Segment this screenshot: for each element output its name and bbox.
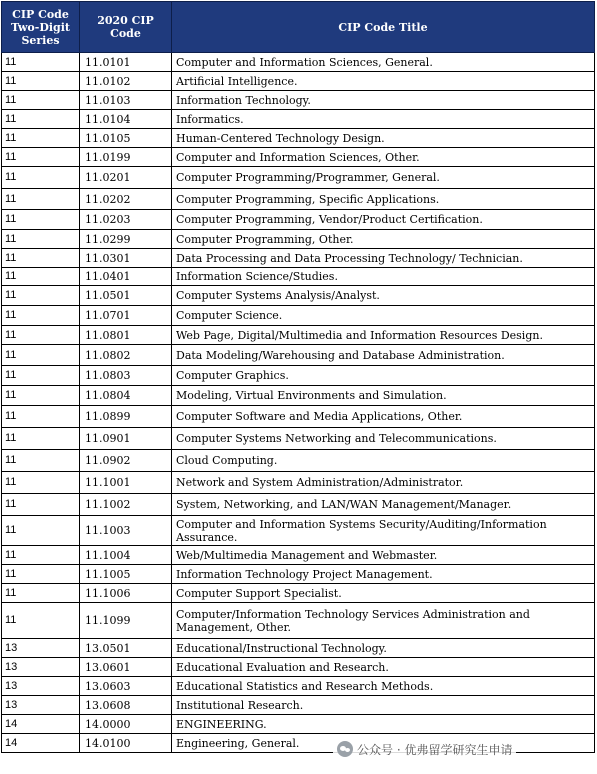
- row-series-cell: 11: [2, 286, 80, 306]
- row-code-cell: 11.0301: [80, 249, 172, 268]
- row-series-cell: 11: [2, 366, 80, 386]
- table-row: [2, 565, 595, 584]
- row-title-cell: Computer Systems Networking and Telecommunications.: [172, 428, 595, 450]
- row-title-cell: Educational Statistics and Research Methods.: [172, 677, 595, 696]
- table-row: [2, 472, 595, 494]
- row-title-cell: Computer Systems Analysis/Analyst.: [172, 286, 595, 306]
- row-code-cell: 11.1003: [80, 516, 172, 546]
- row-title-cell: Educational/Instructional Technology.: [172, 639, 595, 658]
- row-series-cell: 11: [2, 148, 80, 167]
- row-title-cell: Data Modeling/Warehousing and Database Administration.: [172, 345, 595, 366]
- row-code-cell: 11.1001: [80, 472, 172, 494]
- header-cip-code: 2020 CIP Code: [80, 2, 172, 53]
- row-code-cell: 11.0102: [80, 72, 172, 91]
- table-row: [2, 345, 595, 366]
- row-title-cell: Engineering, General.: [172, 734, 595, 753]
- row-code-cell: 11.0802: [80, 345, 172, 366]
- table-row: [2, 366, 595, 386]
- row-series-cell: 11: [2, 546, 80, 565]
- table-row: [2, 306, 595, 326]
- row-series-cell: 11: [2, 428, 80, 450]
- row-title-cell: Computer Science.: [172, 306, 595, 326]
- row-code-cell: 14.0100: [80, 734, 172, 753]
- row-title-cell: Computer and Information Sciences, Other.: [172, 148, 595, 167]
- table-row: [2, 715, 595, 734]
- row-series-cell: 11: [2, 110, 80, 129]
- row-code-cell: 11.1004: [80, 546, 172, 565]
- row-series-cell: 11: [2, 230, 80, 249]
- row-series-cell: 11: [2, 268, 80, 286]
- row-series-cell: 11: [2, 91, 80, 110]
- row-series-cell: 11: [2, 306, 80, 326]
- row-code-cell: 11.0299: [80, 230, 172, 249]
- table-row: [2, 584, 595, 603]
- row-series-cell: 11: [2, 249, 80, 268]
- row-code-cell: 11.0701: [80, 306, 172, 326]
- row-series-cell: 11: [2, 450, 80, 472]
- row-title-cell: ENGINEERING.: [172, 715, 595, 734]
- header-series: CIP Code Two-Digit Series: [2, 2, 80, 53]
- row-title-cell: Data Processing and Data Processing Technology/ Technician.: [172, 249, 595, 268]
- row-title-cell: Information Technology.: [172, 91, 595, 110]
- table-row: [2, 148, 595, 167]
- row-title-cell: Computer Graphics.: [172, 366, 595, 386]
- watermark: [333, 738, 516, 760]
- row-code-cell: 11.0202: [80, 189, 172, 210]
- row-series-cell: 11: [2, 472, 80, 494]
- row-series-cell: 13: [2, 658, 80, 677]
- table-row: [2, 326, 595, 345]
- row-code-cell: 13.0501: [80, 639, 172, 658]
- row-title-cell: Computer Software and Media Applications, Other.: [172, 406, 595, 428]
- row-series-cell: 11: [2, 72, 80, 91]
- row-title-cell: Web Page, Digital/Multimedia and Information Resources Design.: [172, 326, 595, 345]
- table-row: [2, 91, 595, 110]
- row-title-cell: Computer Support Specialist.: [172, 584, 595, 603]
- row-series-cell: 14: [2, 734, 80, 753]
- row-code-cell: 14.0000: [80, 715, 172, 734]
- table-row: [2, 406, 595, 428]
- row-series-cell: 11: [2, 167, 80, 189]
- row-code-cell: 11.1002: [80, 494, 172, 516]
- table-row: [2, 286, 595, 306]
- table-row: [2, 450, 595, 472]
- row-title-cell: Computer Programming/Programmer, General.: [172, 167, 595, 189]
- row-series-cell: 11: [2, 189, 80, 210]
- watermark-text: 公众号 · 优弗留学研究生申请: [357, 742, 513, 757]
- row-code-cell: 11.0101: [80, 53, 172, 72]
- table-row: [2, 386, 595, 406]
- table-row: [2, 494, 595, 516]
- row-code-cell: 11.0899: [80, 406, 172, 428]
- row-title-cell: System, Networking, and LAN/WAN Management/Manager.: [172, 494, 595, 516]
- table-row: [2, 268, 595, 286]
- table-row: [2, 428, 595, 450]
- row-title-cell: Modeling, Virtual Environments and Simulation.: [172, 386, 595, 406]
- row-code-cell: 11.1099: [80, 603, 172, 639]
- table-row: [2, 516, 595, 546]
- row-code-cell: 11.0901: [80, 428, 172, 450]
- row-code-cell: 11.0401: [80, 268, 172, 286]
- row-code-cell: 11.0105: [80, 129, 172, 148]
- row-series-cell: 11: [2, 406, 80, 428]
- table-row: [2, 603, 595, 639]
- table-row: [2, 110, 595, 129]
- row-code-cell: 11.0201: [80, 167, 172, 189]
- row-title-cell: Computer/Information Technology Services Administration and Management, Other.: [172, 603, 595, 639]
- row-title-cell: Computer and Information Sciences, General.: [172, 53, 595, 72]
- row-code-cell: 11.0902: [80, 450, 172, 472]
- row-series-cell: 14: [2, 715, 80, 734]
- table-row: [2, 639, 595, 658]
- table-row: [2, 546, 595, 565]
- row-series-cell: 11: [2, 603, 80, 639]
- row-title-cell: Artificial Intelligence.: [172, 72, 595, 91]
- table-row: [2, 677, 595, 696]
- table-body: [2, 53, 595, 753]
- row-title-cell: Informatics.: [172, 110, 595, 129]
- row-series-cell: 11: [2, 53, 80, 72]
- row-title-cell: Information Science/Studies.: [172, 268, 595, 286]
- row-series-cell: 11: [2, 584, 80, 603]
- row-title-cell: Computer Programming, Vendor/Product Certification.: [172, 210, 595, 230]
- row-title-cell: Cloud Computing.: [172, 450, 595, 472]
- row-title-cell: Computer and Information Systems Security/Auditing/Information Assurance.: [172, 516, 595, 546]
- wechat-icon: [337, 741, 353, 757]
- row-code-cell: 11.0199: [80, 148, 172, 167]
- row-series-cell: 13: [2, 677, 80, 696]
- row-code-cell: 11.0103: [80, 91, 172, 110]
- table-row: [2, 696, 595, 715]
- row-title-cell: Computer Programming, Specific Applications.: [172, 189, 595, 210]
- header-title: CIP Code Title: [172, 2, 595, 53]
- row-code-cell: 13.0603: [80, 677, 172, 696]
- row-code-cell: 11.0804: [80, 386, 172, 406]
- row-series-cell: 11: [2, 494, 80, 516]
- table-row: [2, 210, 595, 230]
- row-series-cell: 11: [2, 565, 80, 584]
- row-series-cell: 11: [2, 386, 80, 406]
- row-title-cell: Institutional Research.: [172, 696, 595, 715]
- row-title-cell: Web/Multimedia Management and Webmaster.: [172, 546, 595, 565]
- row-series-cell: 13: [2, 696, 80, 715]
- row-series-cell: 13: [2, 639, 80, 658]
- row-series-cell: 11: [2, 345, 80, 366]
- row-code-cell: 13.0608: [80, 696, 172, 715]
- row-title-cell: Human-Centered Technology Design.: [172, 129, 595, 148]
- table-row: [2, 53, 595, 72]
- header-row: [2, 2, 595, 53]
- table-row: [2, 72, 595, 91]
- row-code-cell: 11.0104: [80, 110, 172, 129]
- table-row: [2, 189, 595, 210]
- row-title-cell: Educational Evaluation and Research.: [172, 658, 595, 677]
- table-row: [2, 249, 595, 268]
- row-code-cell: 11.0801: [80, 326, 172, 345]
- row-code-cell: 11.0203: [80, 210, 172, 230]
- row-title-cell: Computer Programming, Other.: [172, 230, 595, 249]
- row-code-cell: 13.0601: [80, 658, 172, 677]
- row-title-cell: Network and System Administration/Administrator.: [172, 472, 595, 494]
- row-series-cell: 11: [2, 129, 80, 148]
- table-row: [2, 230, 595, 249]
- row-code-cell: 11.0803: [80, 366, 172, 386]
- row-code-cell: 11.0501: [80, 286, 172, 306]
- row-series-cell: 11: [2, 326, 80, 345]
- row-code-cell: 11.1005: [80, 565, 172, 584]
- row-code-cell: 11.1006: [80, 584, 172, 603]
- table-row: [2, 167, 595, 189]
- table-row: [2, 129, 595, 148]
- cip-code-table: [1, 1, 595, 753]
- table-row: [2, 658, 595, 677]
- row-title-cell: Information Technology Project Management.: [172, 565, 595, 584]
- row-series-cell: 11: [2, 210, 80, 230]
- row-series-cell: 11: [2, 516, 80, 546]
